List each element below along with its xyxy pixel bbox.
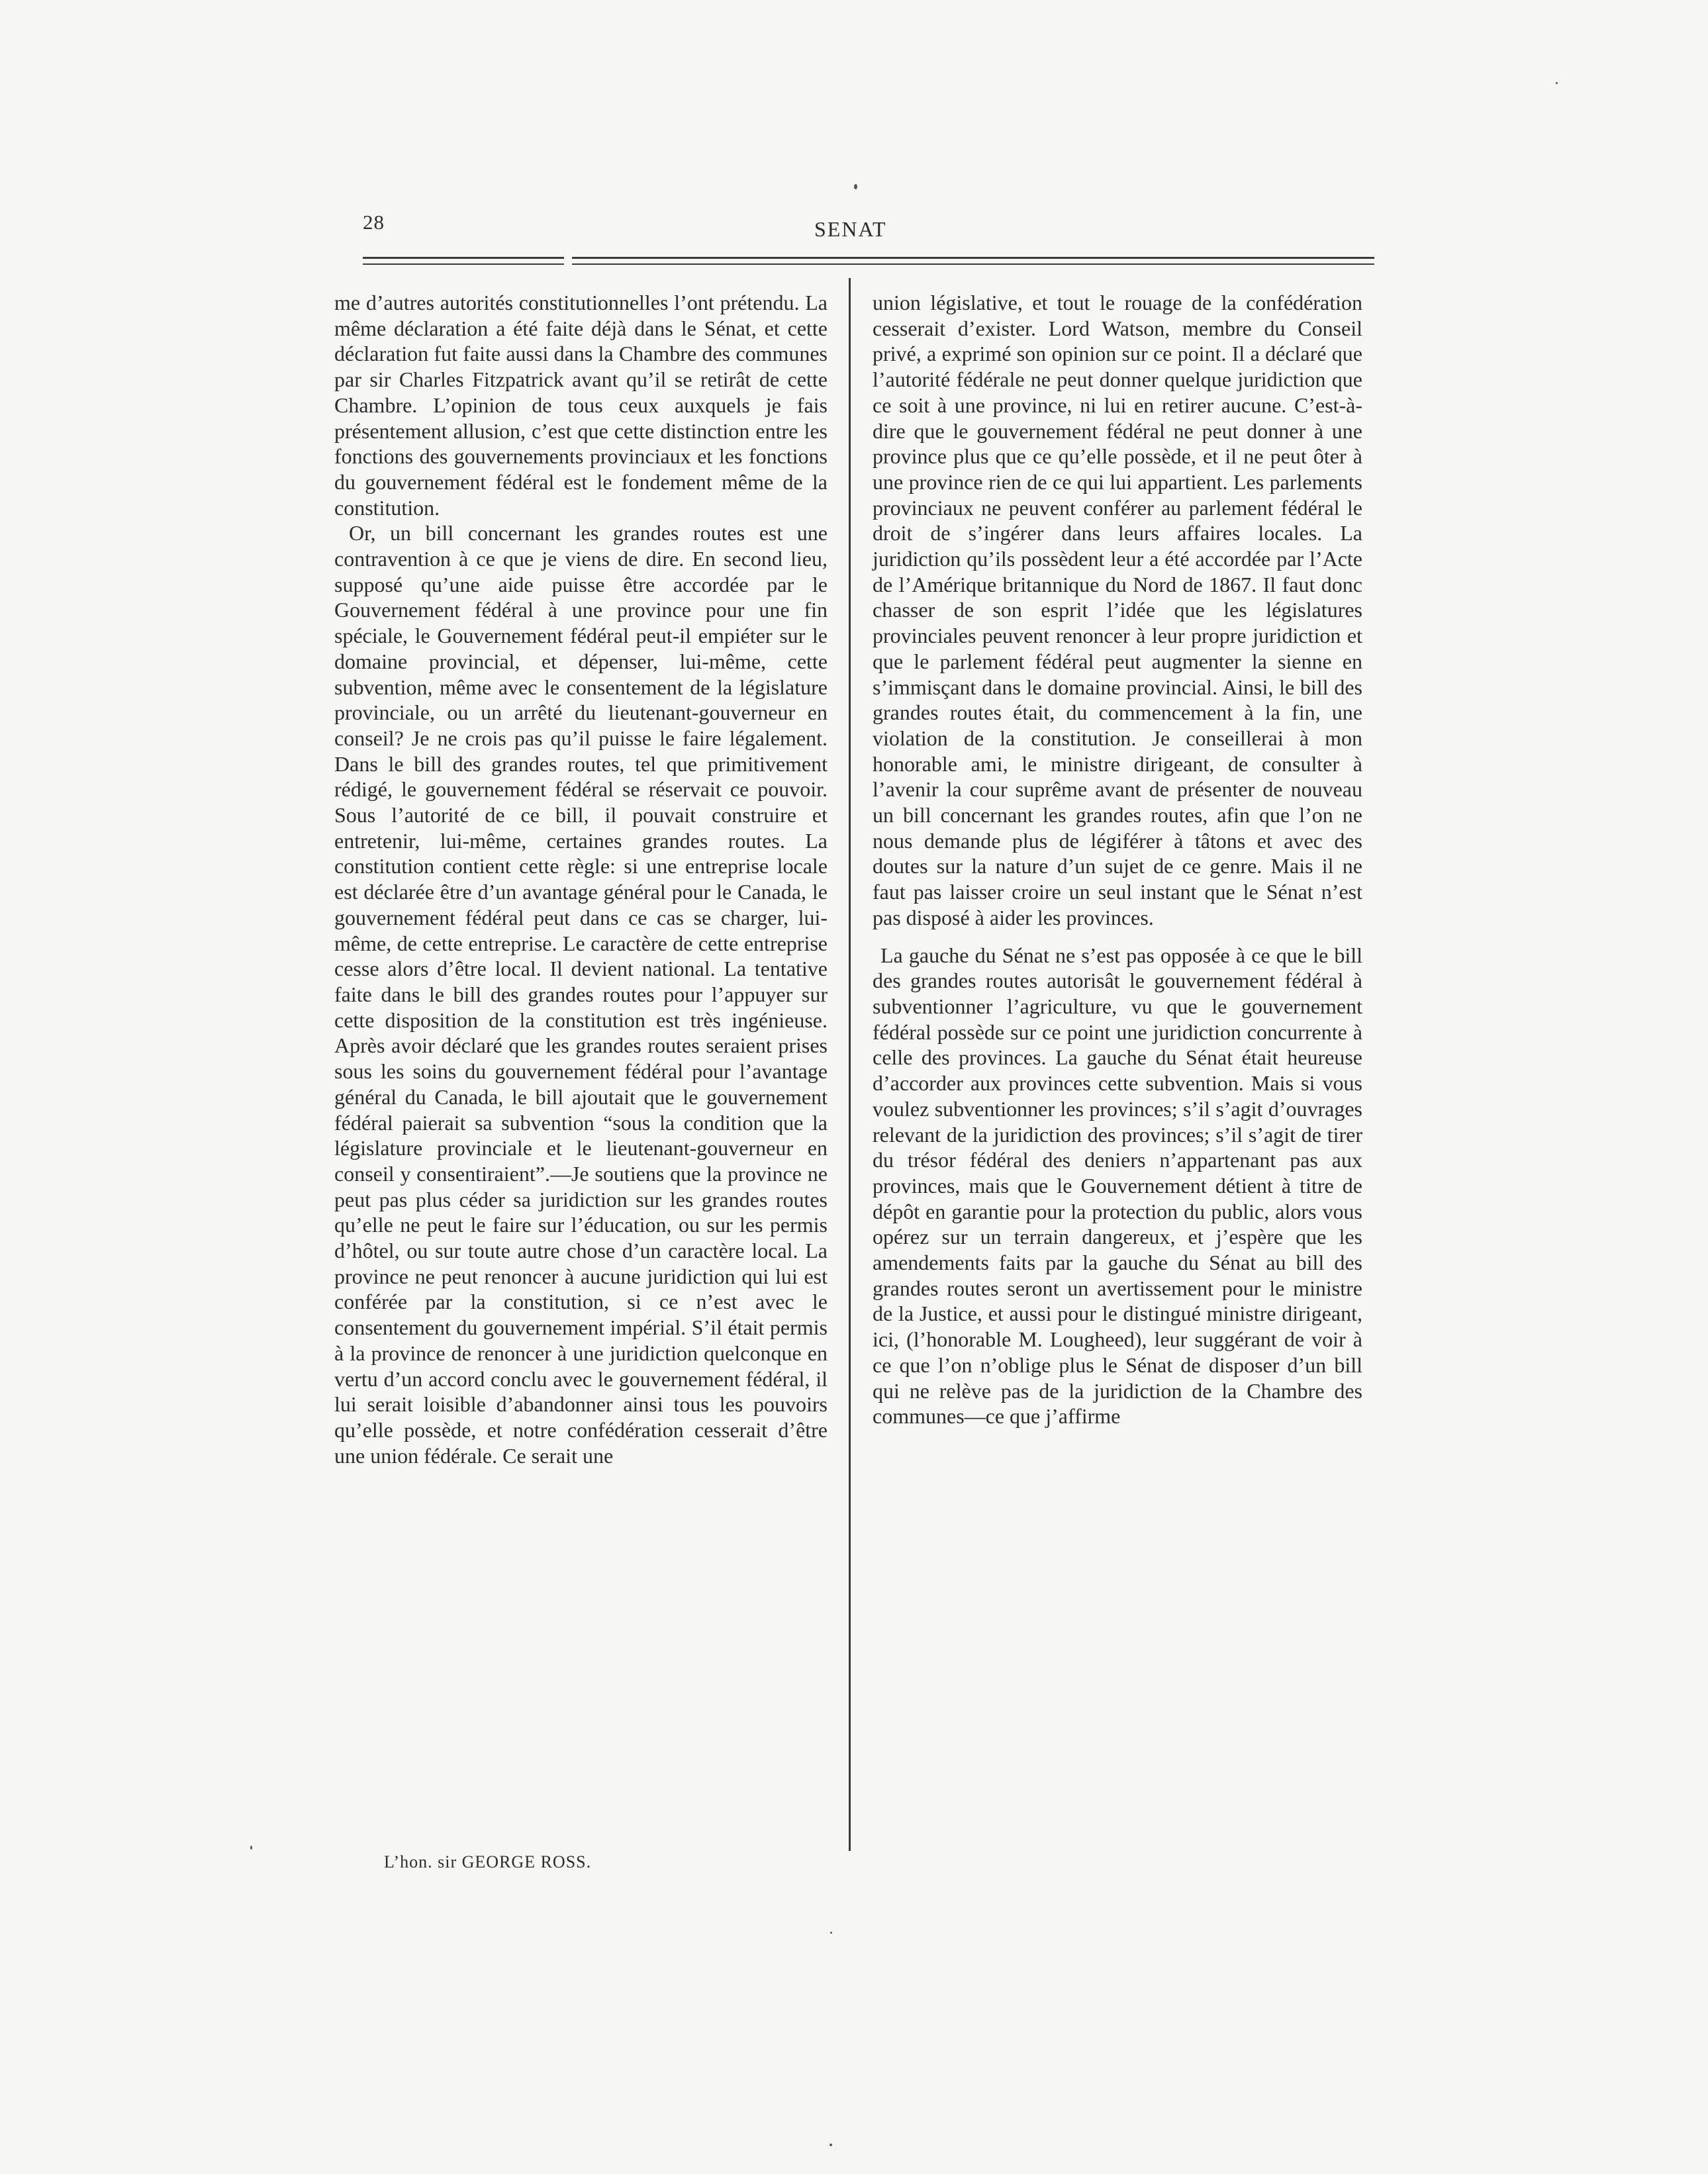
scan-speck bbox=[854, 184, 857, 189]
page-number: 28 bbox=[363, 211, 385, 234]
scan-speck bbox=[830, 1932, 832, 1934]
scan-speck bbox=[250, 1846, 252, 1850]
header-rule-right bbox=[572, 256, 1374, 267]
running-head: SENAT bbox=[814, 217, 887, 241]
paragraph: me d’autres autorités constitutionnelles l’ont prétendu. La même déclaration a été faite déjà dans le Sénat, et cette déclaration fut faite aussi dans la Chambre des communes par sir Charles Fitzpatrick avant qu’il se retirât de cette Chambre. L’opinion de tous ceux auxquels je fais présentement allusion, c’est que cette distinction entre les fonctions des gouvernements provinciaux et les fonctions du gouvernement fédéral est le fondement même de la constitution. bbox=[334, 291, 828, 520]
header-rule-left bbox=[363, 256, 564, 267]
speaker-footer: L’hon. sir GEORGE ROSS. bbox=[384, 1852, 592, 1871]
paragraph: Or, un bill concernant les grandes routes est une contravention à ce que je viens de dire. En second lieu, supposé qu’une aide puisse être accordée par le Gouvernement fédéral à une province pour une fin spéciale, le Gouvernement fédéral peut-il empiéter sur le domaine provincial, et dépenser, lui-même, cette subvention, même avec le consentement de la législature provinciale, ou un arrêté du lieutenant-gouverneur en conseil? Je ne crois pas qu’il puisse le faire légalement. Dans le bill des grandes routes, tel que primitivement rédigé, le gouvernement fédéral se réservait ce pouvoir. Sous l’autorité de ce bill, il pouvait construire et entretenir, lui-même, certaines grandes routes. La constitution contient cette règle: si une entreprise locale est déclarée être d’un avantage général pour le Canada, le gouvernement fédéral peut dans ce cas se charger, lui-même, de cette entreprise. Le caractère de cette entreprise cesse alors d’être local. Il devient national. La tentative faite dans le bill des grandes routes pour l’appuyer sur cette disposition de la constitution est très ingénieuse. Après avoir déclaré que les grandes routes seraient prises sous les soins du gouvernement fédéral pour l’avantage général du Canada, le bill ajoutait que le gouvernement fédéral paierait sa subvention “sous la condition que la législature provinciale et le lieutenant-gouverneur en conseil y consentiraient”.—Je soutiens que la province ne peut pas plus céder sa juridiction sur les grandes routes qu’elle ne peut le faire sur l’éducation, ou sur les permis d’hôtel, ou sur toute autre chose d’un caractère local. La province ne peut renoncer à aucune juridiction qui lui est conférée par la constitution, si ce n’est avec le consentement du gouvernement impérial. S’il était permis à la province de renoncer à une juridiction quelconque en vertu d’un accord conclu avec le gouvernement fédéral, il lui serait loisible d’abandonner ainsi tous les pouvoirs qu’elle possède, et notre confédération cesserait d’être une union fédérale. Ce serait une bbox=[334, 521, 828, 1468]
paragraph: La gauche du Sénat ne s’est pas opposée à ce que le bill des grandes routes autorisât le gouvernement fédéral à subventionner l’agriculture, vu que le gouvernement fédéral possède sur ce point une juridiction concurrente à celle des provinces. La gauche du Sénat était heureuse d’accorder aux provinces cette subvention. Mais si vous voulez subventionner les provinces; s’il s’agit d’ouvrages relevant de la juridiction des provinces; s’il s’agit de tirer du trésor fédéral des deniers n’appartenant pas aux provinces, mais que le Gouvernement détient à titre de dépôt en garantie pour la protection du public, alors vous opérez sur un terrain dangereux, et j’espère que les amendements faits par la gauche du Sénat au bill des grandes routes seront un avertissement pour le ministre de la Justice, et aussi pour le distingué ministre dirigeant, ici, (l’honorable M. Lougheed), leur suggérant de voir à ce que l’on n’oblige plus le Sénat de disposer d’un bill qui ne relève pas de la juridiction de la Chambre des communes—ce que j’affirme bbox=[873, 943, 1362, 1429]
column-divider bbox=[849, 278, 851, 1851]
column-left bbox=[334, 290, 828, 1852]
column-right bbox=[873, 290, 1362, 1859]
scan-speck bbox=[1556, 82, 1558, 84]
scan-speck bbox=[830, 2144, 832, 2146]
paragraph: union législative, et tout le rouage de la confédération cesserait d’exister. Lord Watson, membre du Conseil privé, a exprimé son opinion sur ce point. Il a déclaré que l’autorité fédérale ne peut donner quelque juridiction que ce soit à une province, ni lui en retirer aucune. C’est-à-dire que le gouvernement fédéral ne peut donner à une province plus que ce qu’elle possède, et il ne peut ôter à une province rien de ce qui lui appartient. Les parlements provinciaux ne peuvent conférer au parlement fédéral le droit de s’ingérer dans leurs affaires locales. La juridiction qu’ils possèdent leur a été accordée par l’Acte de l’Amérique britannique du Nord de 1867. Il faut donc chasser de son esprit l’idée que les législatures provinciales peuvent renoncer à leur propre juridiction et que le parlement fédéral peut augmenter la sienne en s’immisçant dans le domaine provincial. Ainsi, le bill des grandes routes était, du commencement à la fin, une violation de la constitution. Je conseillerai à mon honorable ami, le ministre dirigeant, de consulter à l’avenir la cour suprême avant de présenter de nouveau un bill concernant les grandes routes, afin que l’on ne nous demande plus de légiférer à tâtons et avec des doutes sur la nature d’un sujet de ce genre. Mais il ne faut pas laisser croire un seul instant que le Sénat n’est pas disposé à aider les provinces. bbox=[873, 291, 1362, 929]
